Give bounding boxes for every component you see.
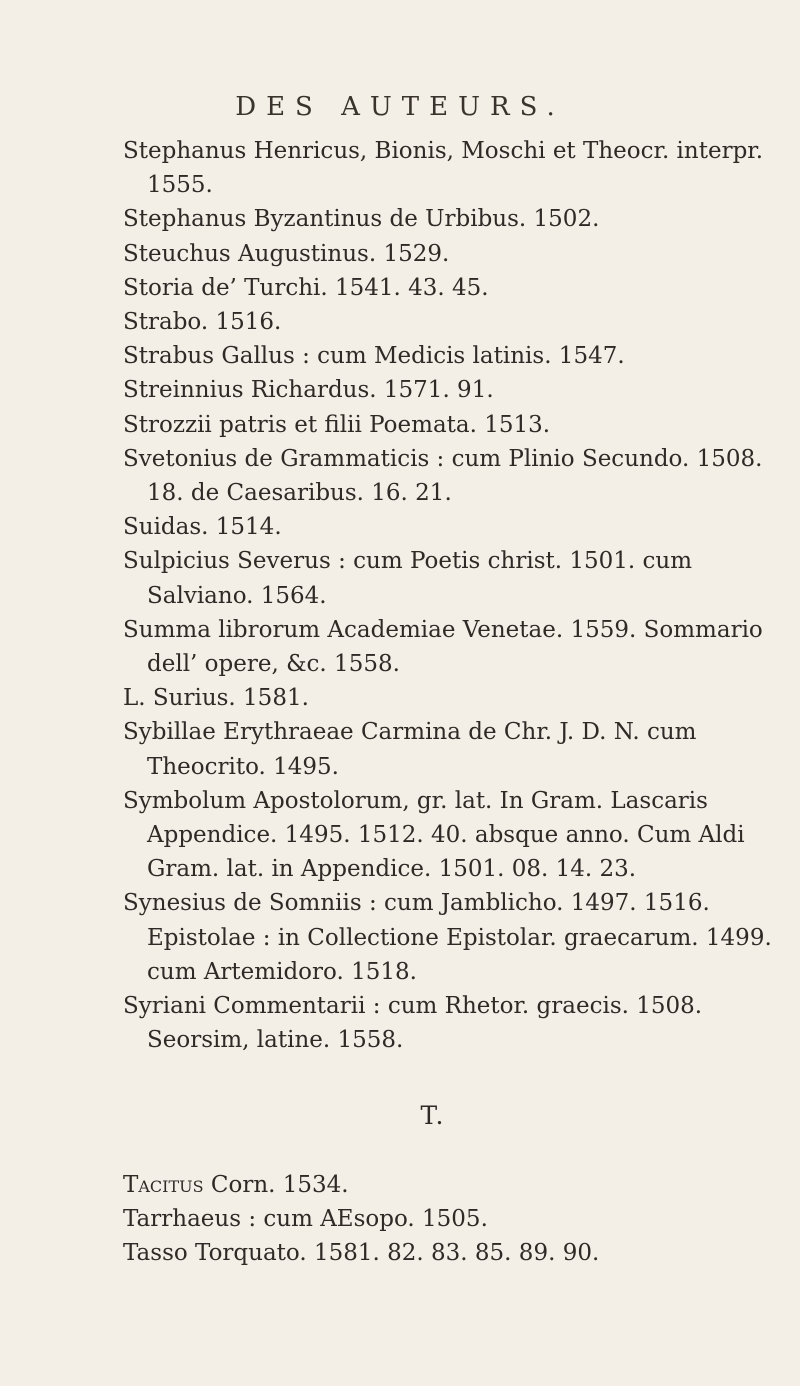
index-entry: Steuchus Augustinus. 1529. bbox=[123, 240, 450, 267]
index-entry: Strabus Gallus : cum Medicis latinis. 1547. bbox=[123, 343, 625, 370]
index-entry: Symbolum Apostolorum, gr. lat. In Gram. Lascaris Appendice. 1495. 1512. 40. absque anno. Cum Aldi Gram. lat. in Appendice. 1501. 08. 14. 23. bbox=[123, 787, 745, 883]
index-entry bbox=[123, 1168, 773, 1202]
index-entry: Tasso Torquato. 1581. 82. 83. 85. 89. 90. bbox=[123, 1240, 600, 1267]
index-entry: Strabo. 1516. bbox=[123, 309, 282, 336]
index-entry: Suidas. 1514. bbox=[123, 514, 282, 541]
index-entry: Strozzii patris et filii Poemata. 1513. bbox=[123, 411, 551, 438]
entry-detail: Corn. 1534. bbox=[203, 1171, 349, 1198]
index-entry: Streinnius Richardus. 1571. 91. bbox=[123, 377, 494, 404]
section-letter-t: T. bbox=[420, 1101, 446, 1131]
index-entry: Synesius de Somniis : cum Jamblicho. 1497. 1516. Epistolae : in Collectione Epistolar. graecarum. 1499. cum Artemidoro. 1518. bbox=[123, 890, 772, 985]
index-entry: L. Surius. 1581. bbox=[123, 685, 309, 712]
index-entries bbox=[123, 134, 773, 1270]
index-entry: Stephanus Byzantinus de Urbibus. 1502. bbox=[123, 206, 600, 233]
index-entry: Storia de’ Turchi. 1541. 43. 45. bbox=[123, 274, 489, 301]
index-entry: Tarrhaeus : cum AEsopo. 1505. bbox=[123, 1205, 488, 1232]
running-head: DES AUTEURS. bbox=[235, 92, 565, 122]
index-entry: Sybillae Erythraeae Carmina de Chr. J. D. N. cum Theocrito. 1495. bbox=[123, 719, 697, 780]
index-entry: Summa librorum Academiae Venetae. 1559. Sommario dell’ opere, &c. 1558. bbox=[123, 616, 763, 678]
index-entry: Sulpicius Severus : cum Poetis christ. 1501. cum Salviano. 1564. bbox=[123, 548, 693, 609]
index-entry: Stephanus Henricus, Bionis, Moschi et Theocr. interpr. 1555. bbox=[123, 138, 764, 199]
index-entry: Syriani Commentarii : cum Rhetor. graecis. 1508. Seorsim, latine. 1558. bbox=[123, 993, 703, 1054]
author-name: Tacitus bbox=[123, 1171, 204, 1198]
index-entry: Svetonius de Grammaticis : cum Plinio Secundo. 1508. 18. de Caesaribus. 16. 21. bbox=[123, 445, 763, 507]
